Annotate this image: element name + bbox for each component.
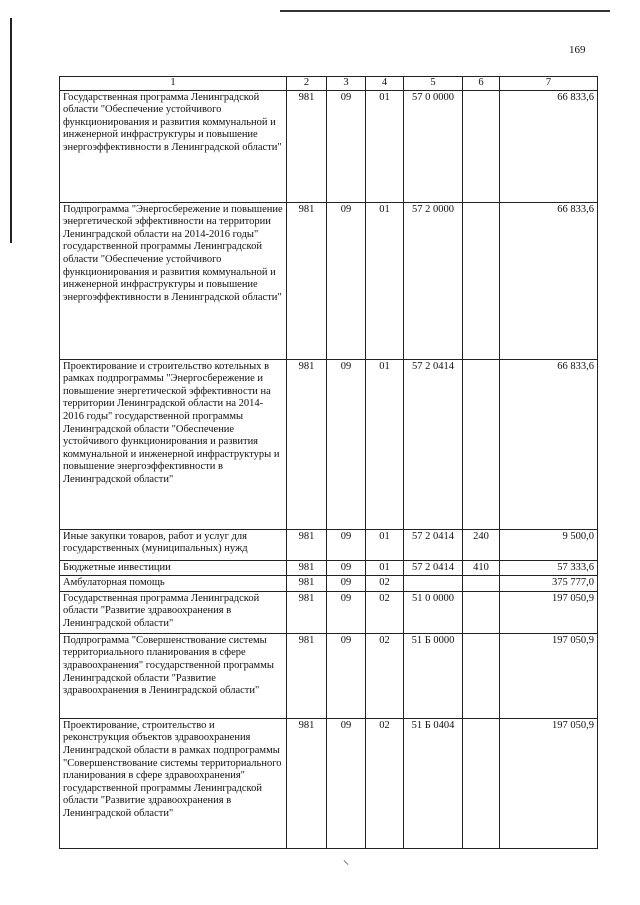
row-amount: 66 833,6 (500, 90, 598, 202)
row-target: 57 2 0414 (404, 529, 463, 560)
table-row (60, 359, 598, 529)
header-col-5: 5 (404, 77, 463, 91)
row-subsection: 02 (366, 576, 404, 592)
top-rule (280, 10, 610, 12)
page-number: 169 (569, 44, 586, 56)
row-amount: 57 333,6 (500, 560, 598, 576)
row-section: 09 (327, 591, 366, 633)
row-section: 09 (327, 202, 366, 359)
row-name: Иные закупки товаров, работ и услуг для государственных (муниципальных) нужд (60, 529, 287, 560)
table-row (60, 529, 598, 560)
row-type (463, 633, 500, 718)
table-row (60, 576, 598, 592)
row-subsection: 01 (366, 359, 404, 529)
row-target: 57 2 0414 (404, 359, 463, 529)
row-name: Проектирование, строительство и реконструкция объектов здравоохранения Ленинградской области в рамках подпрограммы "Совершенствование системы территориального планирования в сфере здравоохранения" государственной программы Ленинградской области "Развитие здравоохранения в Ленинградской области" (60, 718, 287, 848)
row-subsection: 01 (366, 560, 404, 576)
row-name: Государственная программа Ленинградской области "Развитие здравоохранения в Ленинградской области" (60, 591, 287, 633)
row-section: 09 (327, 529, 366, 560)
table-header-row (60, 77, 598, 91)
header-col-1: 1 (60, 77, 287, 91)
row-type (463, 718, 500, 848)
row-name: Подпрограмма "Энергосбережение и повышение энергетической эффективности на территории Ленинградской области на 2014-2016 годы" государственной программы Ленинградской области "Обеспечение устойчивого функционирования и развития коммунальной и инженерной инфраструктуры и повышение энергоэффективности в Ленинградской области" (60, 202, 287, 359)
row-target: 57 0 0000 (404, 90, 463, 202)
row-name: Амбулаторная помощь (60, 576, 287, 592)
row-amount: 66 833,6 (500, 202, 598, 359)
table-row (60, 560, 598, 576)
row-target: 51 0 0000 (404, 591, 463, 633)
row-amount: 197 050,9 (500, 718, 598, 848)
scan-speck (344, 860, 349, 865)
budget-table (59, 76, 598, 849)
row-code: 981 (287, 576, 327, 592)
row-code: 981 (287, 718, 327, 848)
row-section: 09 (327, 359, 366, 529)
row-subsection: 02 (366, 718, 404, 848)
row-subsection: 01 (366, 529, 404, 560)
table-row (60, 633, 598, 718)
row-section: 09 (327, 576, 366, 592)
row-code: 981 (287, 591, 327, 633)
row-code: 981 (287, 633, 327, 718)
row-subsection: 01 (366, 90, 404, 202)
header-col-3: 3 (327, 77, 366, 91)
row-section: 09 (327, 718, 366, 848)
row-target: 51 Б 0000 (404, 633, 463, 718)
row-amount: 9 500,0 (500, 529, 598, 560)
table-row (60, 90, 598, 202)
row-amount: 375 777,0 (500, 576, 598, 592)
row-amount: 197 050,9 (500, 633, 598, 718)
row-type (463, 591, 500, 633)
row-name: Подпрограмма "Совершенствование системы территориального планирования в сфере здравоохранения" государственной программы Ленинградской области "Развитие здравоохранения в Ленинградской области" (60, 633, 287, 718)
row-target: 57 2 0414 (404, 560, 463, 576)
row-target (404, 576, 463, 592)
row-name: Бюджетные инвестиции (60, 560, 287, 576)
row-section: 09 (327, 633, 366, 718)
row-target: 57 2 0000 (404, 202, 463, 359)
table-row (60, 202, 598, 359)
row-target: 51 Б 0404 (404, 718, 463, 848)
header-col-7: 7 (500, 77, 598, 91)
header-col-2: 2 (287, 77, 327, 91)
row-amount: 197 050,9 (500, 591, 598, 633)
row-section: 09 (327, 560, 366, 576)
row-type (463, 90, 500, 202)
row-type (463, 576, 500, 592)
row-section: 09 (327, 90, 366, 202)
row-name: Государственная программа Ленинградской области "Обеспечение устойчивого функционирования и развития коммунальной и инженерной инфраструктуры и повышение энергоэффективности в Ленинградской области" (60, 90, 287, 202)
row-code: 981 (287, 202, 327, 359)
row-amount: 66 833,6 (500, 359, 598, 529)
row-type (463, 359, 500, 529)
row-code: 981 (287, 359, 327, 529)
row-subsection: 01 (366, 202, 404, 359)
row-subsection: 02 (366, 633, 404, 718)
row-code: 981 (287, 529, 327, 560)
row-type (463, 202, 500, 359)
row-subsection: 02 (366, 591, 404, 633)
row-name: Проектирование и строительство котельных в рамках подпрограммы "Энергосбережение и повышение энергетической эффективности на территории Ленинградской области на 2014-2016 годы" государственной программы Ленинградской области "Обеспечение устойчивого функционирования и развития коммунальной и инженерной инфраструктуры и повышение энергоэффективности в Ленинградской области" (60, 359, 287, 529)
table-row (60, 718, 598, 848)
header-col-6: 6 (463, 77, 500, 91)
scan-edge-line (10, 18, 12, 243)
header-col-4: 4 (366, 77, 404, 91)
row-type: 240 (463, 529, 500, 560)
row-type: 410 (463, 560, 500, 576)
row-code: 981 (287, 560, 327, 576)
table-row (60, 591, 598, 633)
row-code: 981 (287, 90, 327, 202)
